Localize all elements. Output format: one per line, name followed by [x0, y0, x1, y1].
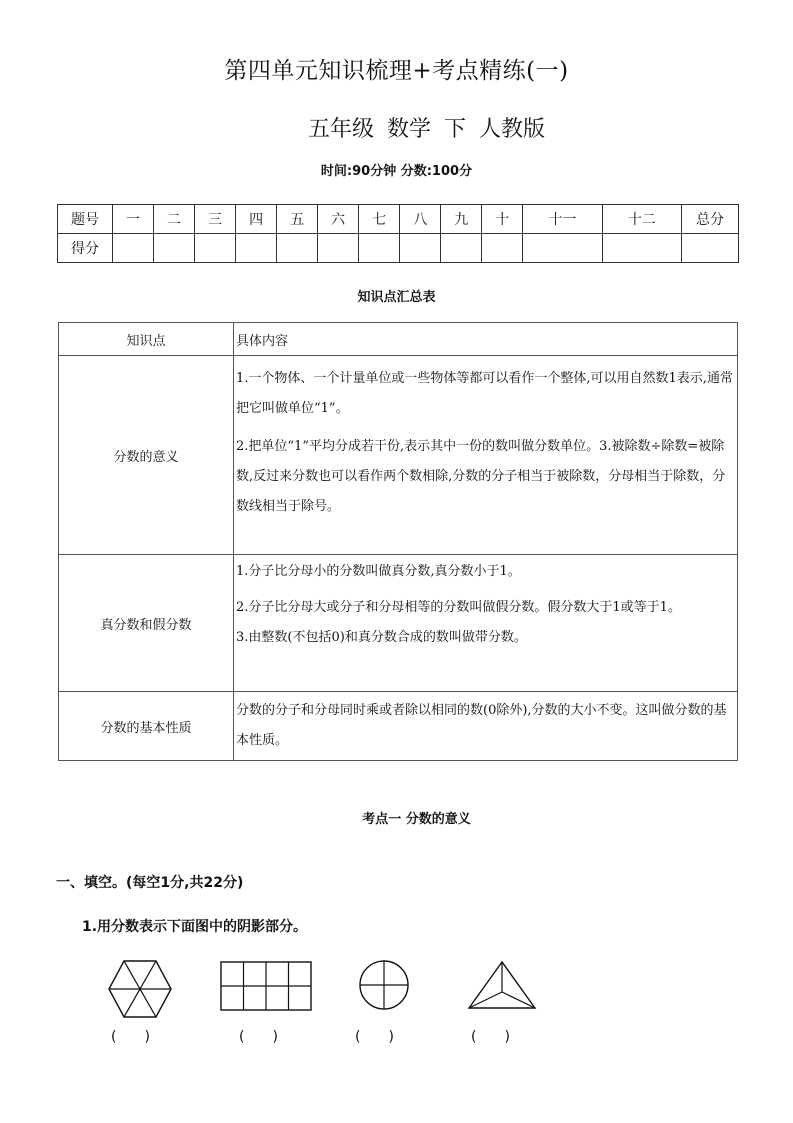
answer-blank-1[interactable]: ( )	[111, 1029, 150, 1045]
knowledge-summary-table	[58, 322, 738, 761]
knowledge-row-proper-improper	[59, 555, 738, 692]
score-cell[interactable]	[236, 234, 277, 263]
score-table-header-row	[58, 205, 739, 234]
score-cell[interactable]	[195, 234, 236, 263]
score-col-6: 六	[318, 205, 359, 234]
rectangle-grid-figure	[219, 960, 313, 1012]
answer-blank-3[interactable]: ( )	[355, 1029, 394, 1045]
proper-paragraph-1: 1.分子比分母小的分数叫做真分数,真分数小于1。	[236, 564, 521, 579]
score-col-4: 四	[236, 205, 277, 234]
header-content: 具体内容	[234, 323, 738, 356]
score-col-10: 十	[482, 205, 523, 234]
score-cell[interactable]	[400, 234, 441, 263]
question-1: 1.用分数表示下面图中的阴影部分。	[82, 919, 308, 935]
meaning-paragraph-1: 1.一个物体、一个计量单位或一些物体等都可以看作一个整体,可以用自然数1表示,通常把它叫做单位“1”。	[236, 371, 733, 416]
hexagon-figure	[107, 959, 173, 1019]
score-col-total: 总分	[682, 205, 739, 234]
score-col-11: 十一	[523, 205, 602, 234]
meaning-paragraph-2: 2.把单位“1”平均分成若干份,表示其中一份的数叫做分数单位。3.被除数÷除数=被除数,反过来分数也可以看作两个数相除,分数的分子相当于被除数，分母相当于除数，分数线相当于除号。	[236, 439, 726, 514]
header-point: 知识点	[59, 323, 234, 356]
knowledge-header-row	[59, 323, 738, 356]
score-cell[interactable]	[682, 234, 739, 263]
section-heading: 一、填空。(每空1分,共22分)	[56, 875, 244, 891]
score-col-8: 八	[400, 205, 441, 234]
triangle-figure	[466, 959, 538, 1011]
score-col-9: 九	[441, 205, 482, 234]
point-basic-property: 分数的基本性质	[59, 692, 234, 761]
content-basic-property	[234, 692, 738, 761]
score-cell[interactable]	[441, 234, 482, 263]
exam-point-heading: 考点一 分数的意义	[362, 812, 471, 827]
page-subtitle: 五年级 数学 下 人教版	[308, 117, 545, 142]
score-cell[interactable]	[602, 234, 681, 263]
score-col-2: 二	[154, 205, 195, 234]
page-title: 第四单元知识梳理+考点精练(一)	[224, 58, 569, 84]
score-cell[interactable]	[482, 234, 523, 263]
circle-quarters-figure	[358, 959, 410, 1011]
knowledge-row-meaning	[59, 356, 738, 555]
score-col-3: 三	[195, 205, 236, 234]
score-col-7: 七	[359, 205, 400, 234]
score-cell[interactable]	[154, 234, 195, 263]
content-proper-improper	[234, 555, 738, 692]
score-cell[interactable]	[318, 234, 359, 263]
point-proper-improper: 真分数和假分数	[59, 555, 234, 692]
score-table-score-row	[58, 234, 739, 263]
property-paragraph-1: 分数的分子和分母同时乘或者除以相同的数(0除外),分数的大小不变。这叫做分数的基本性质。	[236, 703, 727, 748]
answer-blank-2[interactable]: ( )	[239, 1029, 278, 1045]
score-row2-label: 得分	[58, 234, 113, 263]
knowledge-row-basic-property	[59, 692, 738, 761]
score-cell[interactable]	[523, 234, 602, 263]
content-meaning	[234, 356, 738, 555]
score-cell[interactable]	[113, 234, 154, 263]
score-cell[interactable]	[277, 234, 318, 263]
answer-blank-4[interactable]: ( )	[471, 1029, 510, 1045]
score-cell[interactable]	[359, 234, 400, 263]
point-meaning: 分数的意义	[59, 356, 234, 555]
score-col-1: 一	[113, 205, 154, 234]
score-col-12: 十二	[602, 205, 681, 234]
proper-paragraph-3: 3.由整数(不包括0)和真分数合成的数叫做带分数。	[236, 630, 527, 645]
score-col-5: 五	[277, 205, 318, 234]
score-table	[57, 204, 739, 263]
summary-title: 知识点汇总表	[357, 290, 436, 305]
proper-paragraph-2: 2.分子比分母大或分子和分母相等的分数叫做假分数。假分数大于1或等于1。	[236, 600, 681, 615]
time-score-line: 时间:90分钟 分数:100分	[320, 164, 473, 179]
score-row1-label: 题号	[58, 205, 113, 234]
